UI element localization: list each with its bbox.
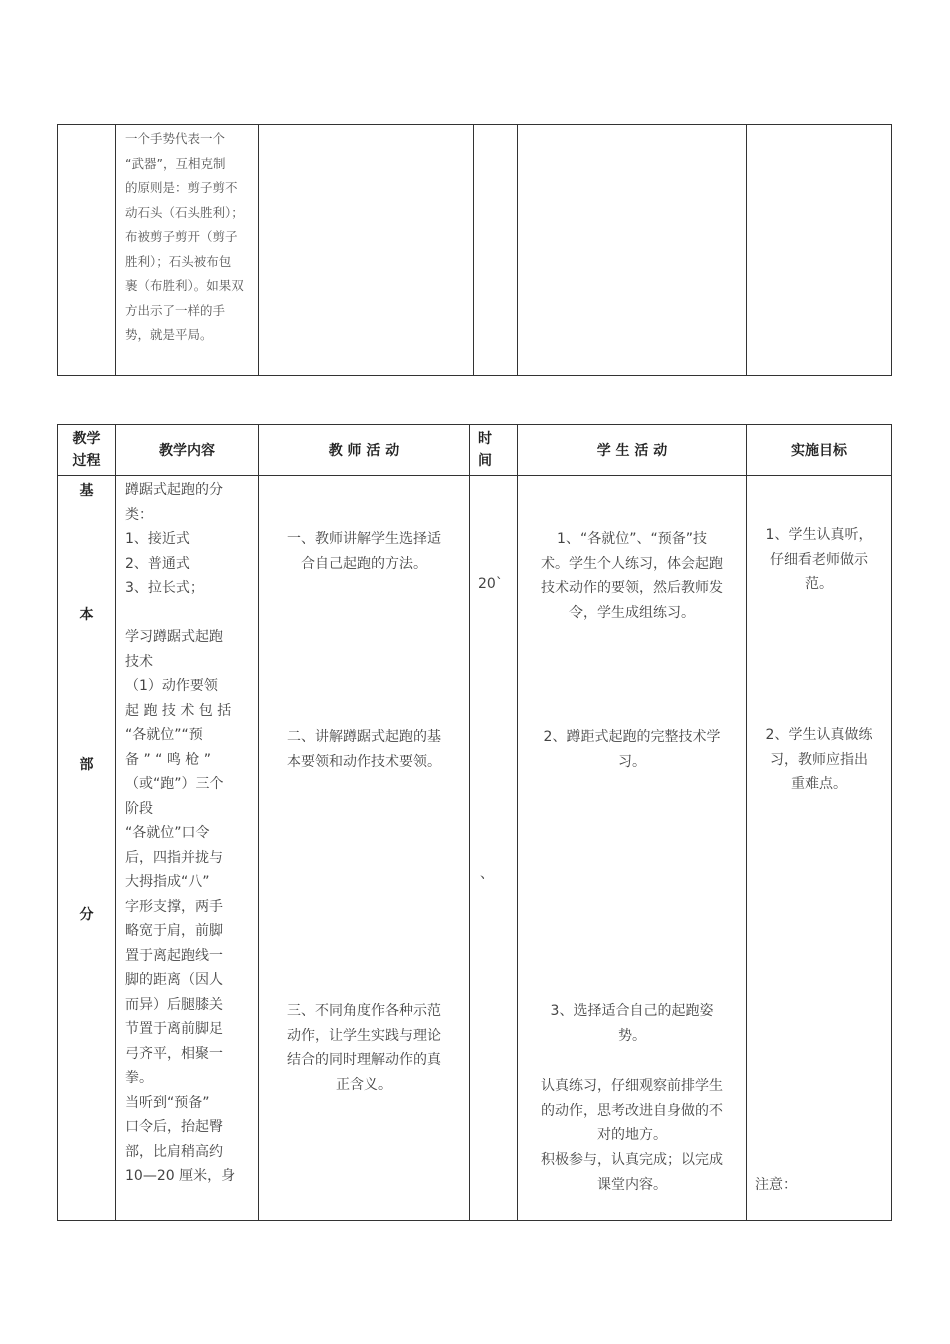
stage-char: 分: [79, 907, 94, 923]
cell-content: [116, 125, 259, 376]
header-teacher: 教 师 活 动: [259, 425, 470, 476]
text-line: 技术: [125, 653, 153, 670]
text-line: 后，四指并拢与: [125, 849, 223, 866]
text-line: 认真练习，仔细观察前排学生: [541, 1078, 723, 1094]
lesson-plan-table: [57, 424, 892, 1221]
text-line: 习。: [618, 753, 646, 770]
text-line: 技术动作的要领，然后教师发: [541, 580, 723, 596]
text-line: 学习蹲踞式起跑: [125, 629, 223, 645]
teaching-content-text: [125, 478, 252, 1189]
text-line: “各就位”“预: [125, 727, 203, 743]
text-line: 积极参与，认真完成；以完成: [541, 1152, 723, 1168]
text-line: 起 跑 技 术 包 括: [125, 702, 232, 719]
goal-2: [749, 723, 889, 797]
text-line: 势，就是平局。: [125, 327, 213, 342]
text-line: 10—20 厘米，身: [125, 1168, 236, 1184]
text-line: 拳。: [125, 1070, 153, 1086]
text-line: 的原则是：剪子剪不: [125, 180, 238, 195]
text-line: 部，比肩稍高约: [125, 1143, 223, 1160]
text-line: 口令后，抬起臀: [125, 1119, 223, 1135]
text-line: 而异）后腿膝关: [125, 996, 223, 1013]
text-line: 2、学生认真做练: [765, 727, 873, 743]
text-line: 脚的距离（因人: [125, 972, 223, 988]
content-cell: [116, 476, 259, 1221]
text-line: 裹（布胜利）。如果双: [125, 278, 244, 293]
text-line: 一个手势代表一个: [125, 131, 226, 146]
text-line: 仔细看老师做示: [770, 551, 868, 568]
text-line: （1）动作要领: [125, 678, 218, 694]
header-process: 教学 过程: [58, 425, 116, 476]
time-value: 20`: [478, 576, 503, 592]
text-line: 节置于离前脚足: [125, 1021, 223, 1037]
text-line: 1、学生认真听，: [765, 527, 873, 543]
text-line: 字形支撑，两手: [125, 898, 223, 915]
text-line: 置于离起跑线一: [125, 947, 223, 964]
teacher-activity-1: [263, 527, 465, 576]
teacher-activity-3: [263, 999, 465, 1097]
cell-goal: [747, 125, 892, 376]
text-line: 术。学生个人练习，体会起跑: [541, 555, 723, 572]
text-line: 本要领和动作技术要领。: [287, 753, 441, 770]
text-line: 1、“各就位”、“预备”技: [557, 531, 707, 547]
student-activity-2: [522, 725, 742, 774]
stage-char: 基: [79, 483, 94, 499]
text-line: 大拇指成“八”: [125, 874, 210, 890]
text-line: 动石头（石头胜利）；: [125, 204, 244, 220]
cell-time: [474, 125, 518, 376]
header-goal: 实施目标: [747, 425, 892, 476]
time-cell: [470, 476, 518, 1221]
text-line: 正含义。: [336, 1076, 392, 1093]
text-line: 3、拉长式；: [125, 580, 204, 596]
student-activity-5: [522, 1148, 742, 1197]
goal-note: 注意：: [755, 1177, 797, 1193]
text-line: 阶段: [125, 800, 153, 817]
teacher-activity-2: [263, 725, 465, 774]
time-mark: 、: [480, 866, 494, 882]
text-line: 重难点。: [791, 776, 847, 792]
text-line: 的动作，思考改进自身做的不: [541, 1102, 723, 1119]
text-line: “武器”，互相克制: [125, 155, 226, 171]
text-line: [125, 601, 252, 626]
text-line: （或“跑”）三个: [125, 776, 224, 792]
text-line: 方出示了一样的手: [125, 302, 226, 318]
text-line: 结合的同时理解动作的真: [287, 1052, 441, 1068]
text-line: 一、教师讲解学生选择适: [287, 531, 441, 547]
text-line: 对的地方。: [597, 1127, 667, 1143]
text-line: 动作，让学生实践与理论: [287, 1027, 441, 1044]
text-line: 略宽于肩，前脚: [125, 923, 223, 939]
goal-cell: [747, 476, 892, 1221]
stage-cell: [58, 476, 116, 1221]
header-student: 学 生 活 动: [518, 425, 747, 476]
teacher-cell: [259, 476, 470, 1221]
text-line: 三、不同角度作各种示范: [287, 1003, 441, 1019]
header-time: 时 间: [470, 425, 518, 476]
student-activity-4: [522, 1074, 742, 1148]
text-line: 类：: [125, 506, 153, 523]
text-line: 二、讲解蹲踞式起跑的基: [287, 729, 441, 745]
text-line: 令，学生成组练习。: [569, 604, 695, 621]
student-activity-1: [522, 527, 742, 625]
text-line: 势。: [618, 1027, 646, 1044]
goal-1: [749, 523, 889, 597]
cell-student: [518, 125, 747, 376]
text-line: 范。: [805, 576, 833, 592]
text-line: 2、普通式: [125, 555, 190, 572]
text-line: 备 ” “ 鸣 枪 ”: [125, 751, 212, 768]
text-line: 3、选择适合自己的起跑姿: [550, 1003, 714, 1019]
stage-char: 本: [79, 607, 94, 623]
cell-teacher: [259, 125, 474, 376]
text-line: 2、蹲距式起跑的完整技术学: [543, 729, 721, 745]
text-line: 1、接近式: [125, 531, 190, 547]
text-line: 弓齐平，相聚一: [125, 1045, 223, 1062]
text-line: “各就位”口令: [125, 825, 210, 841]
text-line: 习，教师应指出: [770, 751, 868, 768]
text-line: 布被剪子剪开（剪子: [125, 229, 238, 244]
text-line: 蹲踞式起跑的分: [125, 482, 223, 498]
text-line: 当听到“预备”: [125, 1094, 210, 1111]
stage-char: 部: [79, 757, 94, 773]
text-line: 合自己起跑的方法。: [301, 555, 427, 572]
cell-process: [58, 125, 116, 376]
continuation-table: [57, 124, 892, 376]
text-line: 课堂内容。: [597, 1176, 667, 1193]
rps-rules-text: [125, 127, 252, 348]
text-line: 胜利）；石头被布包: [125, 253, 232, 269]
student-cell: [518, 476, 747, 1221]
student-activity-3: [522, 999, 742, 1048]
header-content: 教学内容: [116, 425, 259, 476]
